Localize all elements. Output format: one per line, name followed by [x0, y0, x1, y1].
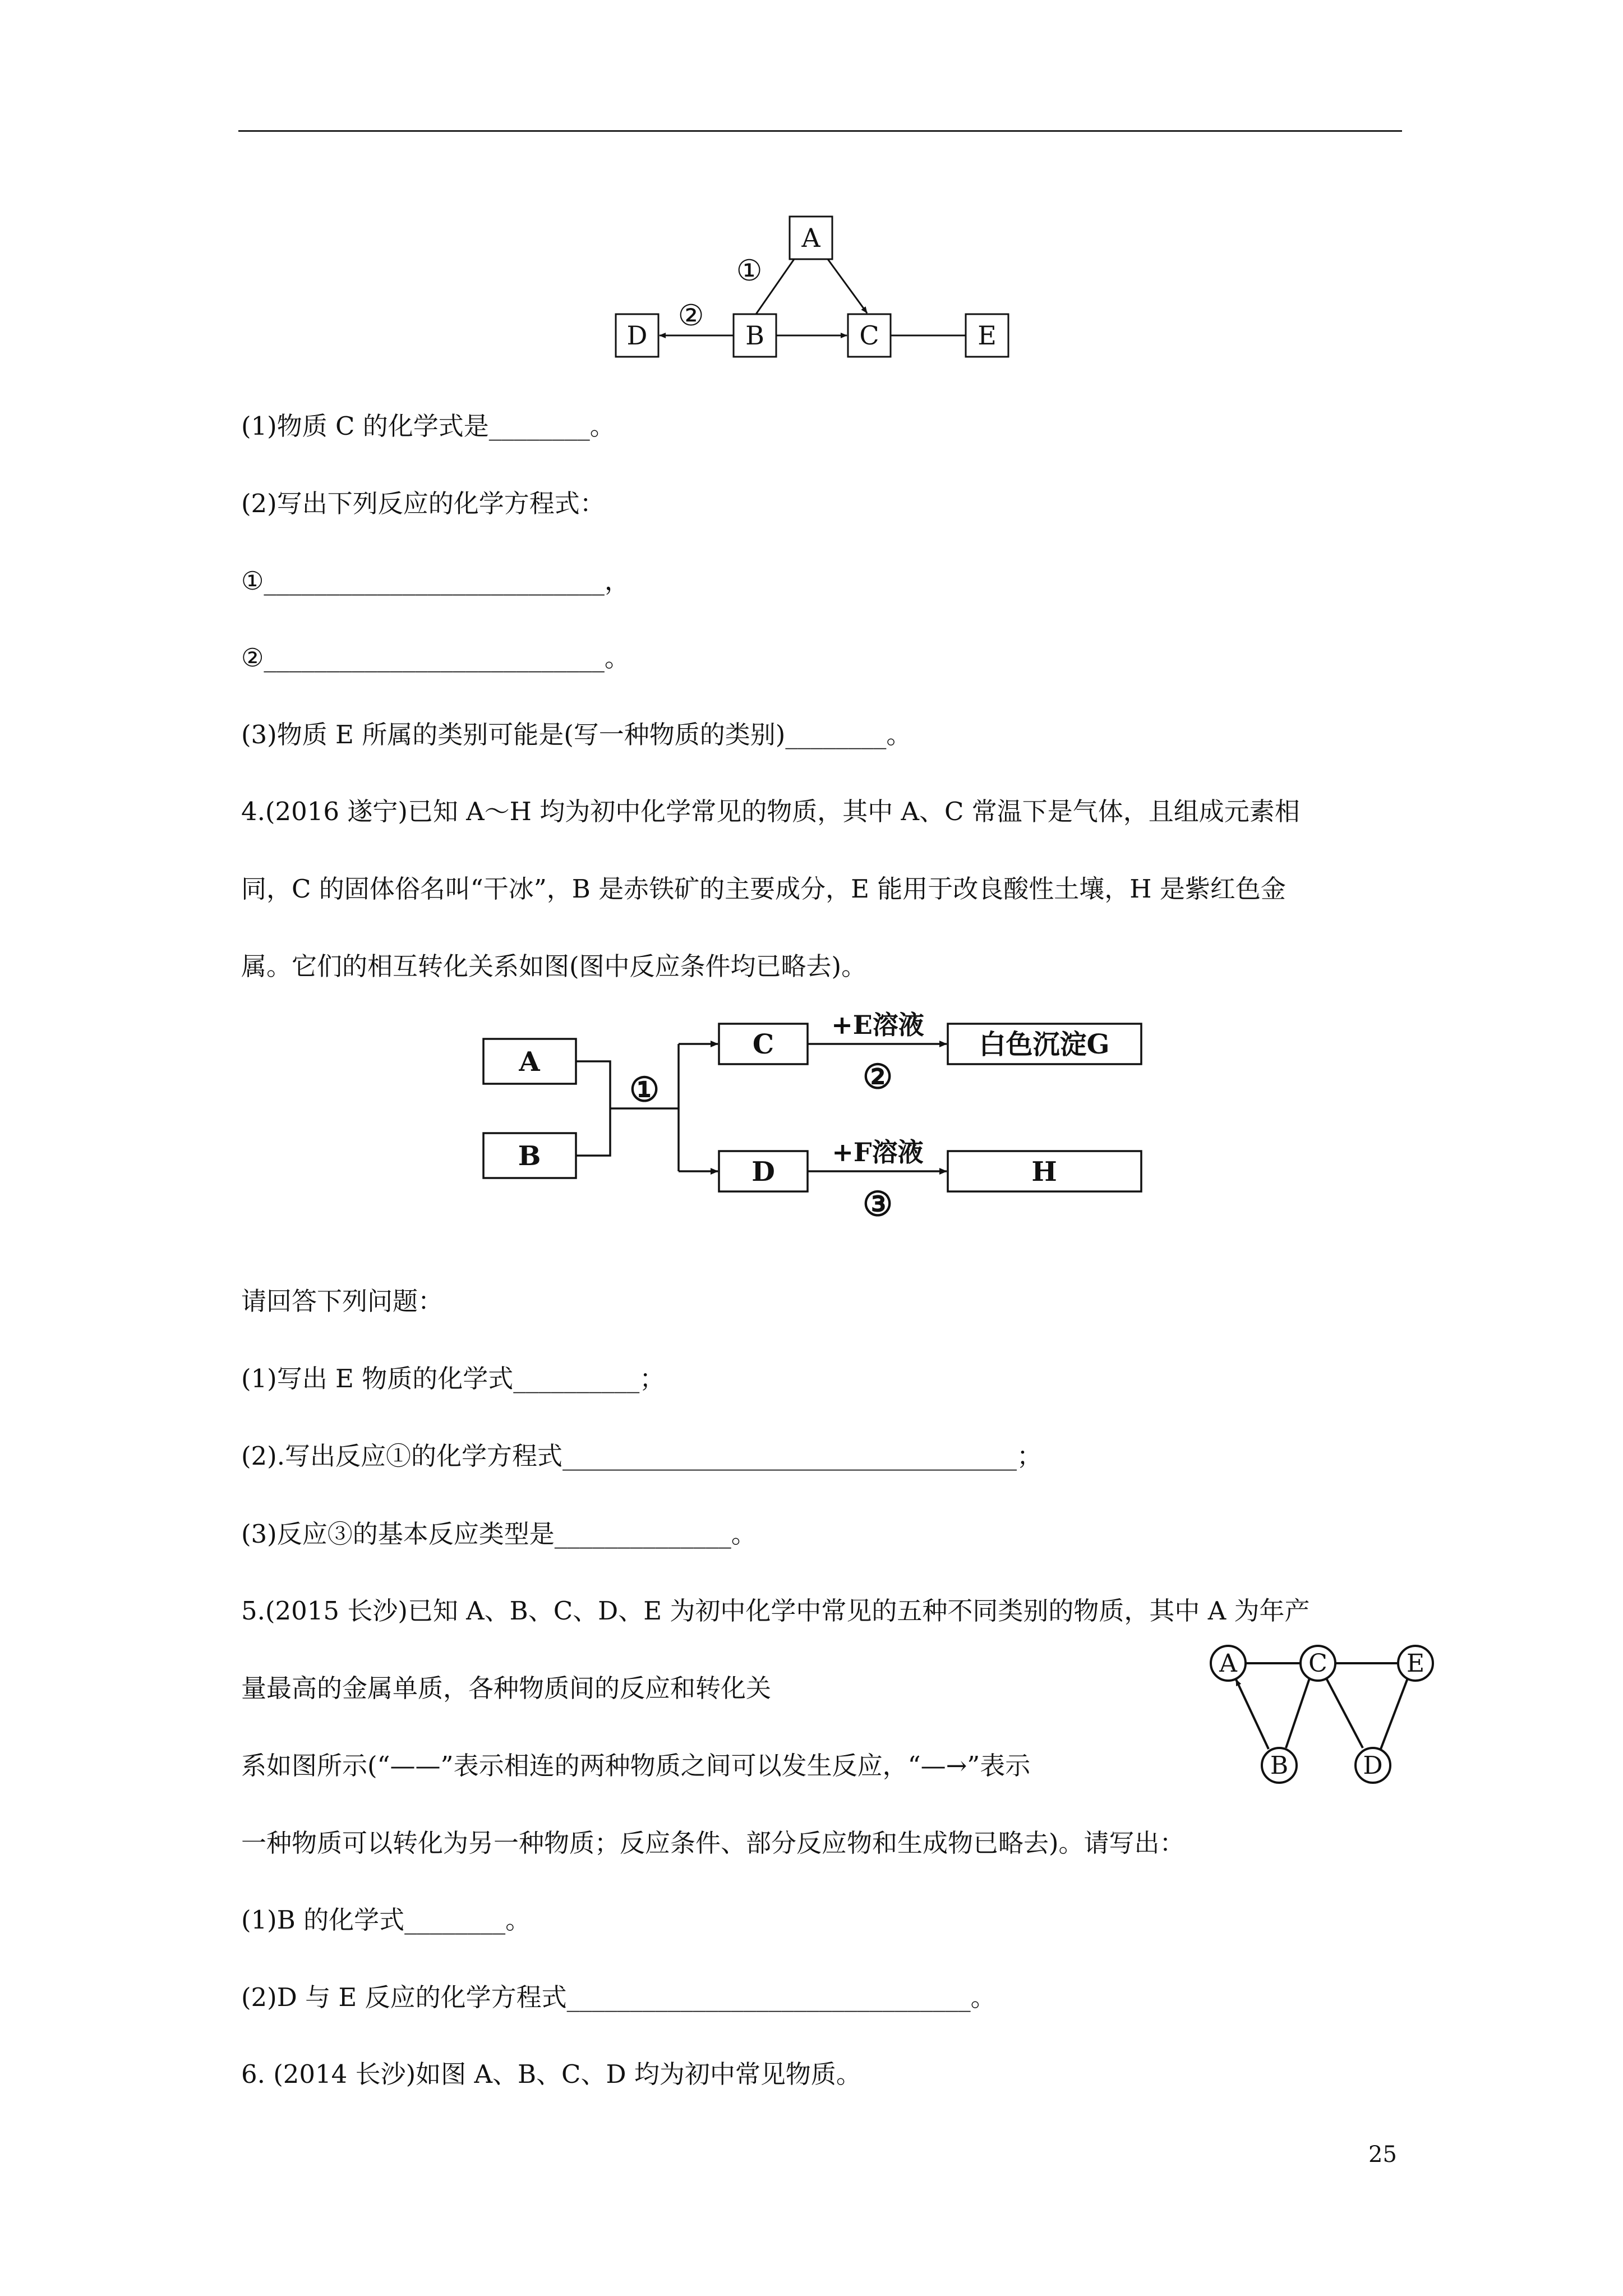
q4-intro-3: 属。它们的相互转化关系如图(图中反应条件均已略去)。 — [241, 951, 867, 981]
node-b-label: B — [1270, 1751, 1289, 1780]
reaction-label-1: ① — [736, 254, 763, 288]
q4-question-header: 请回答下列问题： — [241, 1286, 444, 1316]
box-d-label: D — [751, 1156, 775, 1188]
q5-line-1: 5.(2015 长沙)已知 A、B、C、D、E 为初中化学中常见的五种不同类别的物质，其中 A 为年产 — [241, 1596, 1310, 1626]
q4-intro-2: 同，C 的固体俗名叫“干冰”，B 是赤铁矿的主要成分，E 能用于改良酸性土壤，H 是紫红色金 — [241, 874, 1286, 904]
edge-c-d — [1326, 1678, 1363, 1748]
box-g-label: 白色沉淀G — [979, 1029, 1110, 1060]
reaction-label-2: ② — [677, 299, 704, 333]
box-h-label: H — [1031, 1156, 1057, 1188]
q3-line-4: ②___________________________。 — [241, 643, 630, 673]
box-b-label: B — [518, 1140, 541, 1172]
q4-question-1: (1)写出 E 物质的化学式__________； — [241, 1364, 665, 1393]
q5-line-3: 系如图所示(“——”表示相连的两种物质之间可以发生反应，“—→”表示 — [241, 1751, 1031, 1780]
edge-c-b — [1286, 1678, 1310, 1748]
header-rule — [238, 130, 1402, 132]
reaction-diagram-1 — [606, 208, 1026, 376]
q3-line-5: (3)物质 E 所属的类别可能是(写一种物质的类别)________。 — [241, 720, 912, 749]
node-c-label: C — [1308, 1649, 1327, 1678]
reaction-label-1: ① — [629, 1070, 660, 1110]
reaction-diagram-2 — [477, 1007, 1150, 1237]
edge-b-a — [1236, 1680, 1269, 1749]
reaction-label-3: ③ — [863, 1185, 893, 1224]
q3-line-3: ①___________________________， — [241, 566, 630, 596]
q4-intro-1: 4.(2016 遂宁)已知 A～H 均为初中化学常见的物质，其中 A、C 常温下是气体，且组成元素相 — [241, 797, 1300, 826]
q3-line-1: (1)物质 C 的化学式是________。 — [241, 411, 615, 441]
q4-question-3: (3)反应③的基本反应类型是______________。 — [241, 1519, 757, 1549]
q5-line-6: (2)D 与 E 反应的化学方程式________________________________。 — [241, 1982, 996, 2012]
box-d-label: D — [626, 320, 648, 351]
q5-line-4: 一种物质可以转化为另一种物质；反应条件、部分反应物和生成物已略去)。请写出： — [241, 1828, 1185, 1858]
box-a-label: A — [519, 1046, 540, 1078]
box-b-label: B — [745, 320, 764, 351]
page-number: 25 — [1368, 2142, 1397, 2168]
node-e-label: E — [1406, 1649, 1425, 1678]
edge-d-e — [1381, 1678, 1408, 1749]
reaction-label-2: ② — [863, 1057, 893, 1097]
reagent-e: +E溶液 — [831, 1010, 924, 1040]
q5-line-2: 量最高的金属单质，各种物质间的反应和转化关 — [241, 1673, 772, 1703]
edge-a-c — [828, 259, 867, 313]
box-a-label: A — [801, 223, 820, 253]
q6-line: 6. (2014 长沙)如图 A、B、C、D 均为初中常见物质。 — [241, 2059, 861, 2089]
box-c-label: C — [859, 320, 879, 351]
node-d-label: D — [1363, 1751, 1383, 1780]
node-a-label: A — [1219, 1649, 1237, 1678]
relation-diagram-q5 — [1195, 1638, 1475, 1806]
reagent-f: +F溶液 — [832, 1137, 924, 1167]
bracket-ab — [576, 1061, 610, 1156]
q4-question-2: (2).写出反应①的化学方程式____________________________________； — [241, 1441, 1043, 1471]
q5-line-5: (1)B 的化学式________。 — [241, 1905, 531, 1935]
box-e-label: E — [978, 320, 997, 351]
q3-line-2: (2)写出下列反应的化学方程式： — [241, 489, 605, 518]
box-c-label: C — [752, 1029, 774, 1060]
